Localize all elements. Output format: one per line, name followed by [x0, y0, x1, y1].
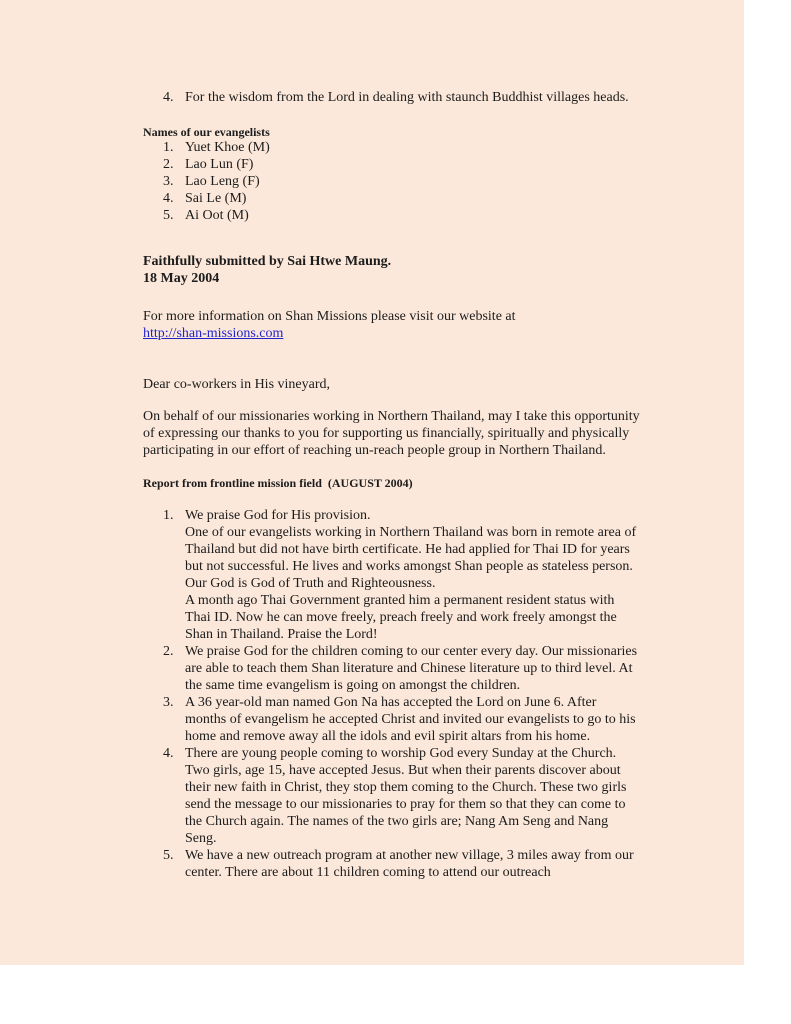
list-text: A 36 year-old man named Gon Na has accepted the Lord on June 6. After months of evangelism he accepted Christ and invited our evangelists to go to his home and remove away all the idols and evil spirit altars from his home. [185, 695, 636, 744]
list-number: 3. [163, 695, 174, 710]
list-number: 4. [163, 90, 174, 105]
list-number: 2. [163, 644, 174, 659]
list-number: 4. [163, 191, 174, 206]
list-number: 5. [163, 848, 174, 863]
list-item [143, 156, 640, 173]
list-item [143, 173, 640, 190]
website-block [143, 308, 640, 342]
evangelist-name: Sai Le (M) [185, 191, 247, 206]
submission-date: 18 May 2004 [143, 271, 220, 286]
evangelist-name: Lao Leng (F) [185, 174, 260, 189]
list-number: 1. [163, 140, 174, 155]
report-line: A month ago Thai Government granted him a permanent resident status with Thai ID. Now he can move freely, preach freely and work freely amongst the Shan in Thailand. Praise the Lord! [185, 593, 617, 642]
report-item-2 [143, 643, 640, 694]
evangelist-name: Ai Oot (M) [185, 208, 249, 223]
list-item [143, 139, 640, 156]
website-info-text: For more information on Shan Missions please visit our website at [143, 309, 516, 324]
report-list [143, 507, 640, 881]
report-line: One of our evangelists working in Northern Thailand was born in remote area of Thailand but did not have birth certificate. He had applied for Thai ID for years but not successful. He lives and works amongst Shan people as stateless person. [185, 525, 637, 574]
list-text: There are young people coming to worship God every Sunday at the Church. Two girls, age 15, have accepted Jesus. But when their parents discover about their new faith in Christ, they stop them coming to the Church. These two girls send the message to our missionaries to pray for them so that they can come to the Church again. The names of the two girls are; Nang Am Seng and Nang Seng. [185, 746, 627, 846]
list-number: 2. [163, 157, 174, 172]
evangelist-name: Yuet Khoe (M) [185, 140, 270, 155]
report-line: Our God is God of Truth and Righteousness. [185, 576, 436, 591]
report-heading: Report from frontline mission field (AUGUST 2004) [143, 476, 413, 490]
report-item-3 [143, 694, 640, 745]
submission-block [143, 253, 640, 287]
report-item-1 [143, 507, 640, 643]
list-number: 5. [163, 208, 174, 223]
list-item [143, 190, 640, 207]
evangelist-name: Lao Lun (F) [185, 157, 254, 172]
report-line: We praise God for His provision. [185, 508, 371, 523]
list-number: 1. [163, 508, 174, 523]
letter-intro-paragraph: On behalf of our missionaries working in Northern Thailand, may I take this opportunity of expressing our thanks to you for supporting us financially, spiritually and physically participating in our effort of reaching un-reach people group in Northern Thailand. [143, 409, 640, 458]
list-text: We praise God for the children coming to our center every day. Our missionaries are able to teach them Shan literature and Chinese literature up to third level. At the same time evangelism is going on amongst the children. [185, 644, 638, 693]
list-text: We have a new outreach program at another new village, 3 miles away from our center. There are about 11 children coming to attend our outreach [185, 848, 634, 880]
report-item-4 [143, 745, 640, 847]
report-item-5 [143, 847, 640, 881]
prayer-item-4 [143, 89, 640, 106]
list-item [143, 207, 640, 224]
evangelists-list [143, 139, 640, 224]
list-text: For the wisdom from the Lord in dealing with staunch Buddhist villages heads. [185, 90, 629, 105]
list-number: 3. [163, 174, 174, 189]
salutation: Dear co-workers in His vineyard, [143, 377, 330, 392]
evangelists-heading: Names of our evangelists [143, 125, 270, 139]
list-text [185, 507, 640, 643]
list-number: 4. [163, 746, 174, 761]
submitted-by-line: Faithfully submitted by Sai Htwe Maung. [143, 254, 392, 269]
website-link[interactable]: http://shan-missions.com [143, 326, 284, 341]
